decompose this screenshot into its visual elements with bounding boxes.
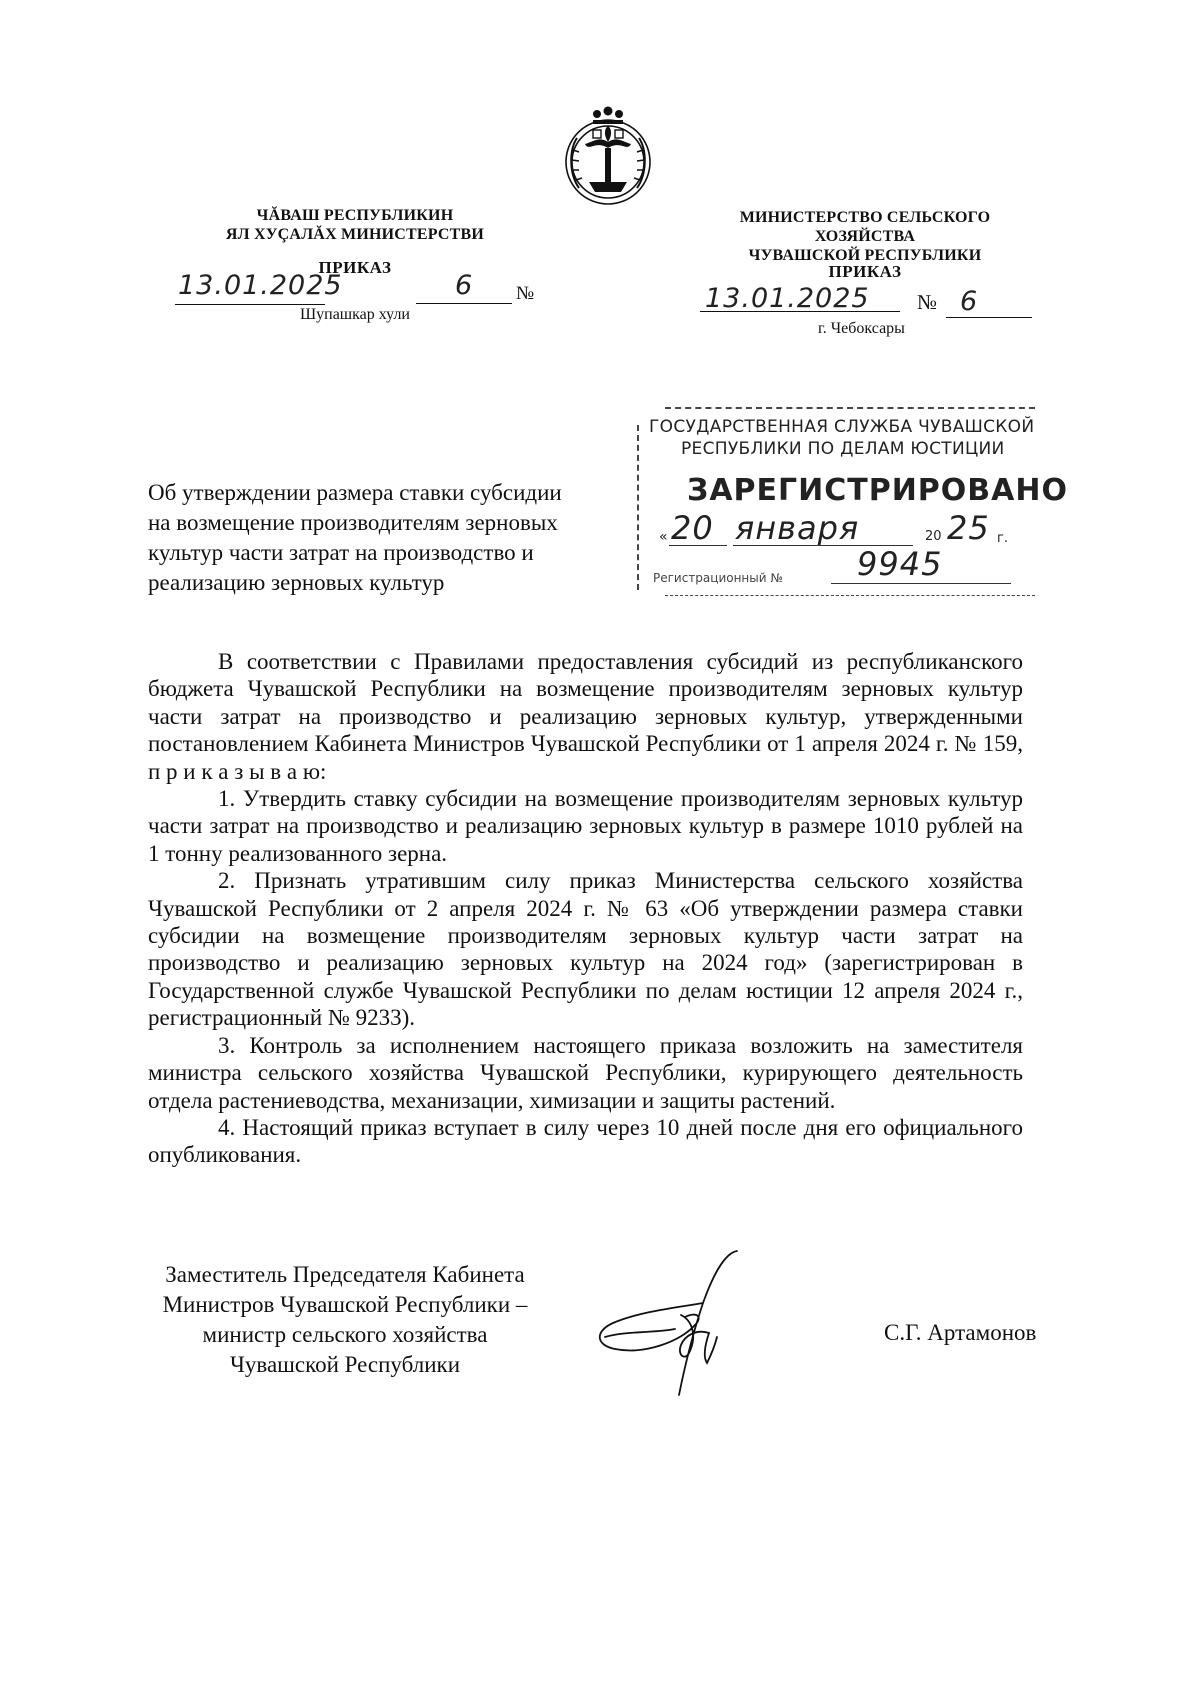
- subject-line: культур части затрат на производство и: [148, 540, 534, 565]
- right-city: г. Чебоксары: [818, 320, 905, 337]
- signatory-name: С.Г. Артамонов: [884, 1320, 1037, 1345]
- clause-3-paragraph: 3. Контроль за исполнением настоящего приказа возложить на заместителя министра сельского хозяйства Чувашской Республики, курирующего деятельность отдела растениеводства, механизации, химизации и защиты растений.: [148, 1032, 1023, 1113]
- stamp-year-prefix: 20: [925, 529, 942, 544]
- signatory-title-line: Министров Чувашской Республики –: [162, 1292, 528, 1317]
- registration-stamp: [635, 405, 1068, 605]
- stamp-day: 20: [671, 509, 714, 547]
- chuvash-coat-of-arms-icon: [555, 100, 661, 210]
- subject-line: реализацию зерновых культур: [148, 570, 445, 595]
- stamp-reg-line: [831, 583, 1011, 584]
- stamp-year-suffix: 25: [947, 509, 990, 547]
- right-number: 6: [960, 286, 979, 317]
- stamp-status: ЗАРЕГИСТРИРОВАНО: [687, 473, 1068, 508]
- signatory-title-line: министр сельского хозяйства: [202, 1322, 488, 1347]
- signatory-title-line: Чувашской Республики: [229, 1352, 461, 1377]
- preamble-paragraph: В соответствии с Правилами предоставления субсидий из республиканского бюджета Чувашской Республики на возмещение производителям зерновых культур части затрат на производство и реализацию зерновых культур, утвержденными постановлением Кабинета Министров Чувашской Республики от 1 апреля 2024 г. № 159, п р и к а з ы в а ю:: [148, 649, 1023, 784]
- stamp-reg-label: Регистрационный №: [653, 571, 783, 585]
- right-no-sign: №: [917, 290, 938, 314]
- stamp-year-unit: г.: [997, 531, 1008, 546]
- subject-line: на возмещение производителям зерновых: [148, 510, 558, 535]
- stamp-reg-number: 9945: [857, 545, 943, 583]
- left-org-line-1: ЧĂВАШ РЕСПУБЛИКИН: [256, 207, 454, 224]
- right-number-line: [946, 316, 1032, 318]
- stamp-top-border: [665, 407, 1035, 409]
- stamp-quote: «: [659, 529, 668, 545]
- left-org-line-2: ЯЛ ХУÇАЛĂХ МИНИСТЕРСТВИ: [225, 226, 485, 243]
- right-date: 13.01.2025: [705, 283, 870, 314]
- signature-mark: [585, 1245, 755, 1405]
- left-city: Шупашкар хули: [300, 306, 410, 323]
- right-org-line-1: МИНИСТЕРСТВО СЕЛЬСКОГО ХОЗЯЙСТВА: [739, 209, 991, 245]
- signatory-title: [135, 1260, 555, 1380]
- subject-line: Об утверждении размера ставки субсидии: [148, 480, 562, 505]
- right-organization: [690, 208, 1040, 265]
- clause-2-paragraph: 2. Признать утратившим силу приказ Министерства сельского хозяйства Чувашской Республики от 2 апреля 2024 г. № 63 «Об утверждении размера ставки субсидии на возмещение производителям зерновых культур части затрат на производство и реализацию зерновых культур на 2024 год» (зарегистрирован в Государственной службе Чувашской Республики по делам юстиции 12 апреля 2024 г., регистрационный № 9233).: [148, 868, 1023, 1031]
- right-org-line-2: ЧУВАШСКОЙ РЕСПУБЛИКИ: [748, 247, 982, 264]
- stamp-line-1: ГОСУДАРСТВЕННАЯ СЛУЖБА ЧУВАШСКОЙ: [649, 417, 1035, 437]
- left-number-line: [416, 302, 512, 304]
- left-organization: [210, 206, 500, 244]
- order-subject: [148, 478, 608, 598]
- stamp-day-line: [669, 545, 727, 546]
- stamp-line-2: РЕСПУБЛИКИ ПО ДЕЛАМ ЮСТИЦИИ: [681, 439, 1005, 459]
- coat-of-arms-emblem: [555, 100, 661, 210]
- stamp-bottom-border: [665, 595, 1035, 596]
- stamp-left-border: [637, 425, 639, 590]
- order-body: [148, 648, 1023, 1169]
- stamp-month: января: [735, 509, 860, 547]
- left-doc-type: ПРИКАЗ: [318, 258, 392, 277]
- handwritten-signature-icon: [585, 1245, 755, 1405]
- left-date: 13.01.2025: [178, 270, 343, 301]
- signatory-title-line: Заместитель Председателя Кабинета: [165, 1262, 525, 1287]
- right-doc-type: ПРИКАЗ: [828, 262, 902, 281]
- left-no-sign: №: [516, 283, 535, 304]
- left-number: 6: [455, 270, 474, 301]
- clause-4-paragraph: 4. Настоящий приказ вступает в силу через 10 дней после дня его официального опубликования.: [148, 1114, 1023, 1168]
- clause-1-paragraph: 1. Утвердить ставку субсидии на возмещение производителям зерновых культур части затрат на производство и реализацию зерновых культур в размере 1010 рублей на 1 тонну реализованного зерна.: [148, 786, 1023, 866]
